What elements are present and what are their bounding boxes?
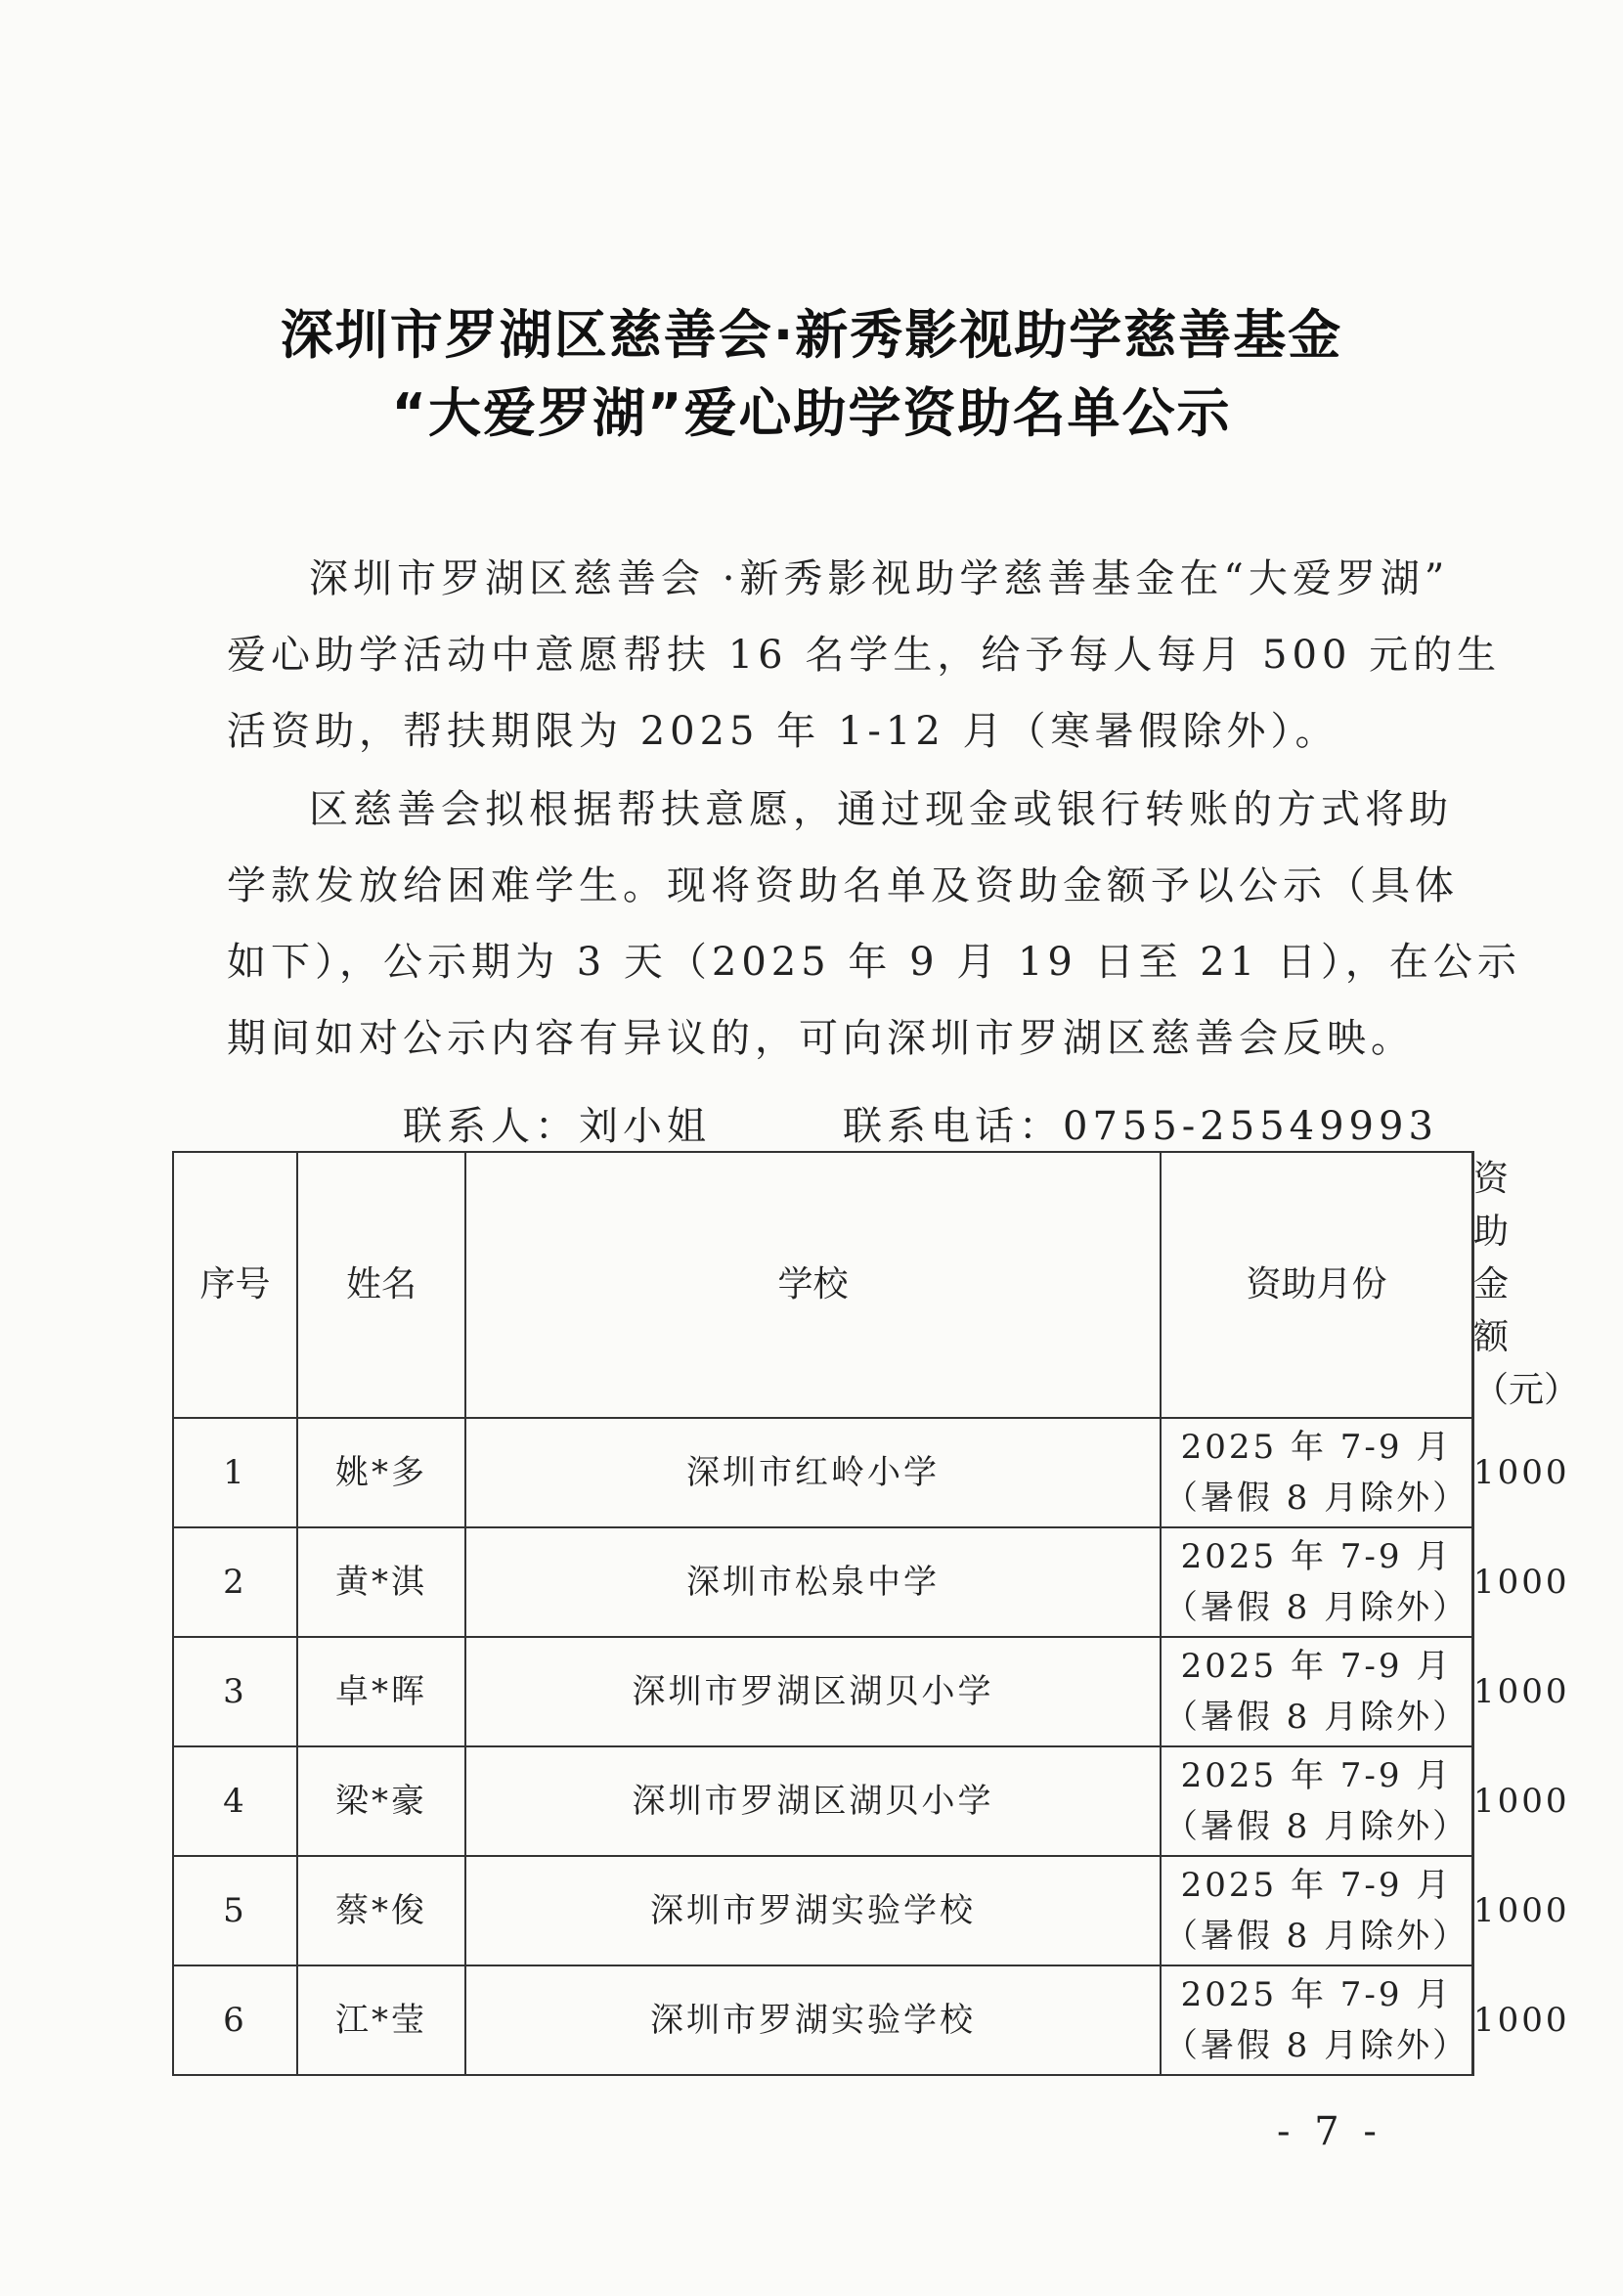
row-months [1161, 1527, 1472, 1637]
row-amount: 1000 [1472, 1856, 1473, 1965]
table-header-row [173, 1152, 1473, 1418]
table-row [173, 1637, 1473, 1746]
row-amount: 1000 [1472, 1527, 1473, 1637]
row-months-line-1: 2025 年 7-9 月 [1180, 1428, 1453, 1467]
row-months-line-1: 2025 年 7-9 月 [1180, 1756, 1453, 1795]
table-row [173, 1856, 1473, 1965]
row-months-line-2: （暑假 8 月除外） [1163, 1917, 1469, 1956]
row-months-line-2: （暑假 8 月除外） [1163, 1807, 1469, 1846]
row-months-line-1: 2025 年 7-9 月 [1180, 1975, 1453, 2014]
row-no: 5 [173, 1856, 297, 1965]
page-number: - 7 - [1277, 2109, 1382, 2154]
row-months [1161, 1856, 1472, 1965]
row-months-line-1: 2025 年 7-9 月 [1180, 1537, 1453, 1576]
table-body [173, 1418, 1570, 2075]
row-school: 深圳市松泉中学 [465, 1527, 1161, 1637]
row-months-line-1: 2025 年 7-9 月 [1180, 1866, 1453, 1905]
row-school: 深圳市罗湖实验学校 [465, 1856, 1161, 1965]
paragraph-2-line-3: 如下），公示期为 3 天（2025 年 9 月 19 日至 21 日），在公示 [227, 940, 1521, 985]
paragraph-2-line-2: 学款发放给困难学生。现将资助名单及资助金额予以公示（具体 [227, 863, 1459, 908]
row-amount: 1000 [1472, 1746, 1473, 1856]
row-school: 深圳市罗湖实验学校 [465, 1965, 1161, 2075]
paragraph-2-line-4: 期间如对公示内容有异议的，可向深圳市罗湖区慈善会反映。 [227, 1016, 1415, 1061]
row-school: 深圳市红岭小学 [465, 1418, 1161, 1527]
paragraph-1-line-2: 爱心助学活动中意愿帮扶 16 名学生，给予每人每月 500 元的生 [227, 633, 1502, 678]
row-months-line-2: （暑假 8 月除外） [1163, 1588, 1469, 1627]
title-line-1: 深圳市罗湖区慈善会·新秀影视助学慈善基金 [280, 304, 1343, 366]
row-no: 1 [173, 1418, 297, 1527]
header-no: 序号 [173, 1152, 297, 1418]
contact-person: 联系人：刘小姐 [403, 1104, 711, 1149]
row-months [1161, 1637, 1472, 1746]
row-name: 江*莹 [297, 1965, 465, 2075]
paragraph-2-line-1: 区慈善会拟根据帮扶意愿，通过现金或银行转账的方式将助 [309, 787, 1453, 832]
row-name: 姚*多 [297, 1418, 465, 1527]
row-months [1161, 1746, 1472, 1856]
row-name: 卓*晖 [297, 1637, 465, 1746]
paragraph-1-line-1: 深圳市罗湖区慈善会 ·新秀影视助学慈善基金在“大爱罗湖” [309, 556, 1450, 601]
table-row [173, 1965, 1473, 2075]
table-row [173, 1527, 1473, 1637]
row-no: 4 [173, 1746, 297, 1856]
row-amount: 1000 [1472, 1418, 1473, 1527]
row-months-line-1: 2025 年 7-9 月 [1180, 1647, 1453, 1686]
row-months-line-2: （暑假 8 月除外） [1163, 1479, 1469, 1518]
row-school: 深圳市罗湖区湖贝小学 [465, 1746, 1161, 1856]
row-months [1161, 1965, 1472, 2075]
row-no: 2 [173, 1527, 297, 1637]
row-name: 梁*豪 [297, 1746, 465, 1856]
paragraph-1-line-3: 活资助，帮扶期限为 2025 年 1-12 月（寒暑假除外）。 [227, 709, 1339, 754]
funding-table [172, 1151, 1580, 2076]
row-no: 3 [173, 1637, 297, 1746]
row-amount: 1000 [1472, 1965, 1473, 2075]
header-name: 姓名 [297, 1152, 465, 1418]
row-months-line-2: （暑假 8 月除外） [1163, 2026, 1469, 2065]
table-row [173, 1418, 1473, 1527]
row-months-line-2: （暑假 8 月除外） [1163, 1698, 1469, 1737]
row-months [1161, 1418, 1472, 1527]
row-amount: 1000 [1472, 1637, 1473, 1746]
row-name: 黄*淇 [297, 1527, 465, 1637]
table-row [173, 1746, 1473, 1856]
header-school: 学校 [465, 1152, 1161, 1418]
row-no: 6 [173, 1965, 297, 2075]
title-line-2: “大爱罗湖”爱心助学资助名单公示 [391, 382, 1232, 444]
header-months: 资助月份 [1161, 1152, 1472, 1418]
row-school: 深圳市罗湖区湖贝小学 [465, 1637, 1161, 1746]
header-amount: 资助金额 （元） [1472, 1152, 1473, 1418]
row-name: 蔡*俊 [297, 1856, 465, 1965]
contact-phone: 联系电话：0755-25549993 [843, 1104, 1438, 1149]
